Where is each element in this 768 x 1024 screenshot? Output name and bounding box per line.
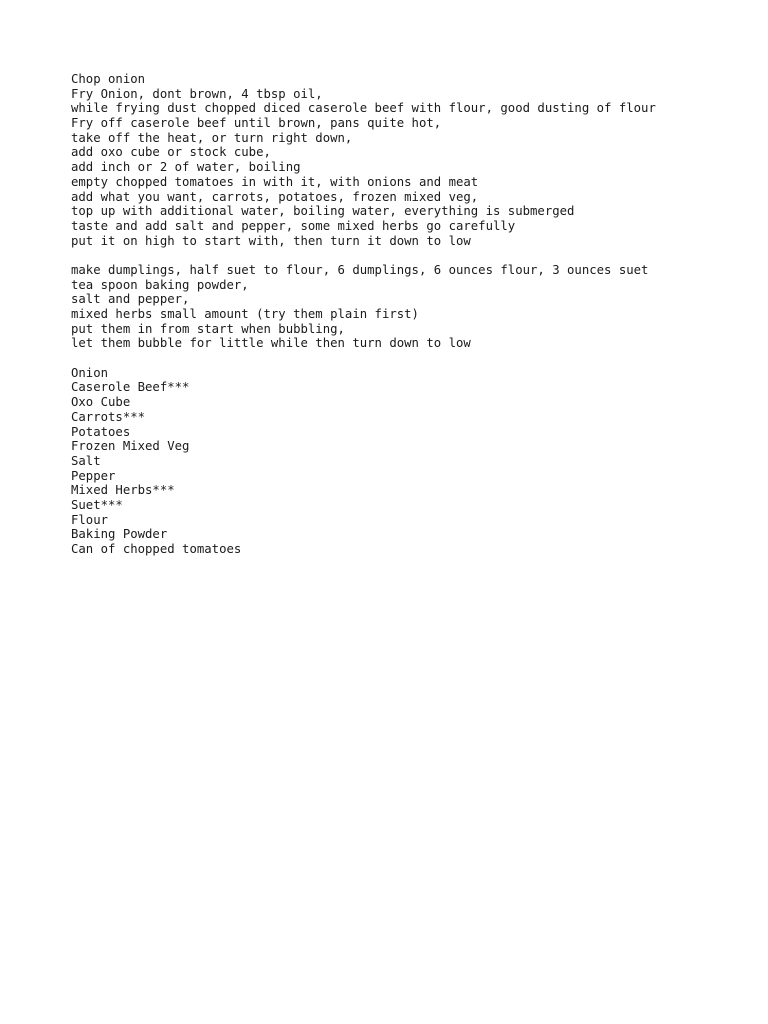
dumplings-line: make dumplings, half suet to flour, 6 dumplings, 6 ounces flour, 3 ounces suet — [71, 262, 649, 277]
ingredient-item: Caserole Beef*** — [71, 380, 190, 395]
dumplings-line: put them in from start when bubbling, — [71, 321, 345, 336]
ingredient-item: Carrots*** — [71, 409, 146, 424]
dumplings-section — [71, 263, 751, 351]
method-line: Chop onion — [71, 72, 146, 86]
method-line: add what you want, carrots, potatoes, frozen mixed veg, — [71, 189, 479, 204]
dumplings-line: let them bubble for little while then turn down to low — [71, 336, 471, 351]
ingredient-item: Flour — [71, 512, 109, 527]
dumplings-line: tea spoon baking powder, — [71, 277, 249, 292]
method-line: empty chopped tomatoes in with it, with onions and meat — [71, 174, 479, 189]
ingredient-item: Pepper — [71, 468, 116, 483]
ingredient-item: Suet*** — [71, 497, 123, 512]
method-line: Fry Onion, dont brown, 4 tbsp oil, — [71, 86, 323, 101]
method-line: add inch or 2 of water, boiling — [71, 160, 301, 175]
ingredient-item: Can of chopped tomatoes — [71, 542, 242, 556]
method-line: taste and add salt and pepper, some mixed herbs go carefully — [71, 218, 516, 233]
dumplings-line: salt and pepper, — [71, 292, 190, 307]
dumplings-line: mixed herbs small amount (try them plain first) — [71, 307, 419, 321]
method-line: add oxo cube or stock cube, — [71, 145, 271, 160]
method-section — [71, 72, 751, 248]
ingredient-item: Baking Powder — [71, 527, 168, 542]
method-line: top up with additional water, boiling water, everything is submerged — [71, 204, 575, 219]
method-line: Fry off caserole beef until brown, pans quite hot, — [71, 116, 442, 131]
method-line: put it on high to start with, then turn it down to low — [71, 233, 471, 248]
ingredient-item: Frozen Mixed Veg — [71, 439, 190, 454]
ingredient-item: Mixed Herbs*** — [71, 483, 175, 498]
ingredient-item: Onion — [71, 365, 109, 380]
ingredient-item: Salt — [71, 453, 101, 468]
document-page — [71, 72, 751, 557]
ingredients-section — [71, 366, 751, 557]
method-line: take off the heat, or turn right down, — [71, 130, 353, 145]
ingredient-item: Oxo Cube — [71, 395, 131, 410]
ingredient-item: Potatoes — [71, 424, 131, 439]
method-line: while frying dust chopped diced caserole beef with flour, good dusting of flour — [71, 101, 656, 116]
